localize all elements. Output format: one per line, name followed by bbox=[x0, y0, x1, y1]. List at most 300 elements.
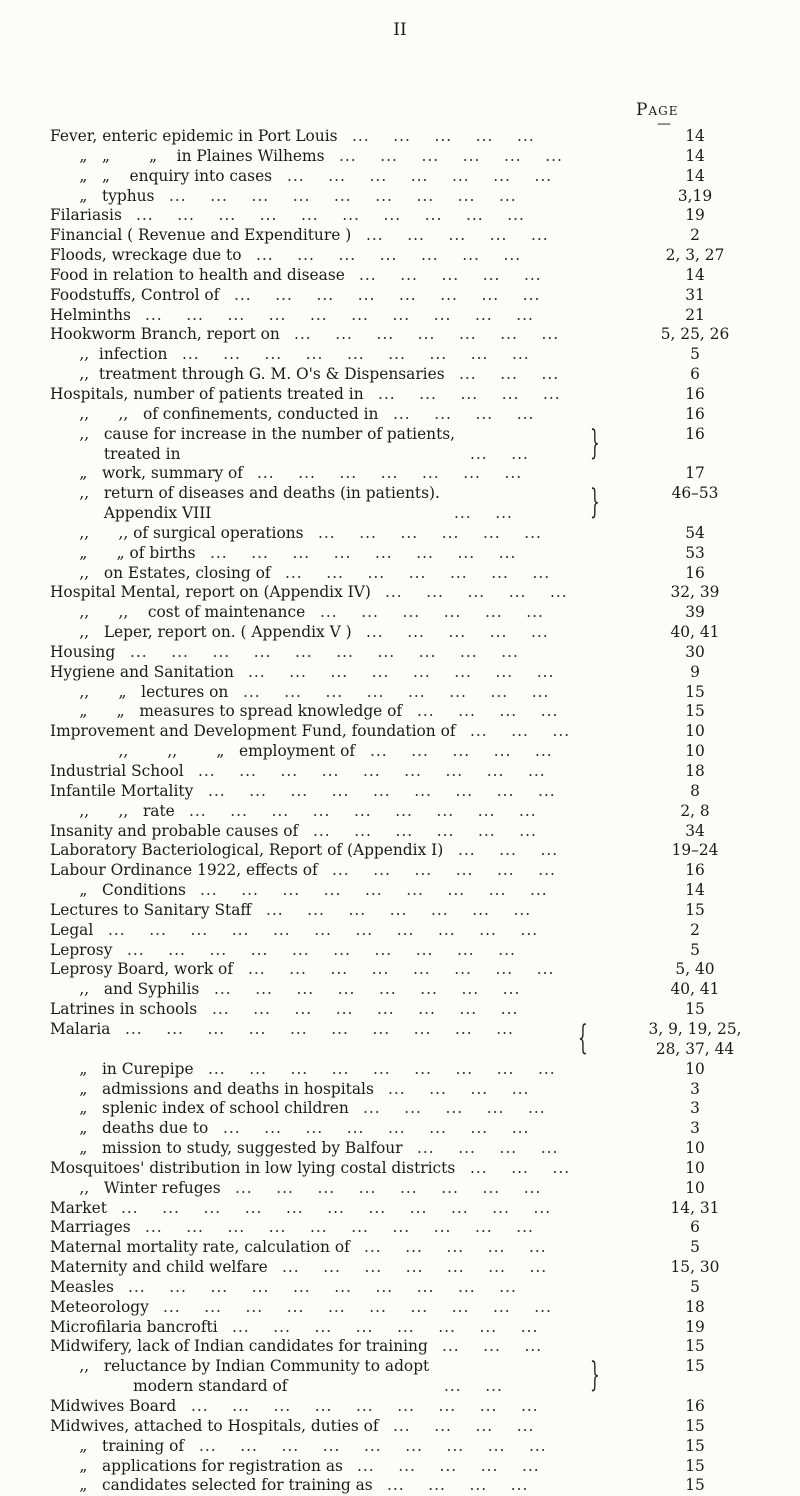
index-term-text: „ admissions and deaths in hospitals bbox=[50, 1079, 374, 1098]
index-entry bbox=[50, 1218, 770, 1238]
index-term-text: Microfilaria bancrofti bbox=[50, 1317, 218, 1336]
index-entry bbox=[50, 405, 770, 425]
index-page-ref: 15 bbox=[685, 1456, 705, 1475]
index-term-text: ,, ,, of surgical operations bbox=[50, 523, 304, 542]
index-term-text: ,, ,, „ employment of bbox=[50, 742, 356, 761]
index-term-text: „ deaths due to bbox=[50, 1119, 209, 1138]
index-term bbox=[50, 960, 233, 980]
index-term-text: ,, cause for increase in the number of patients, bbox=[50, 424, 456, 443]
index-entry bbox=[50, 1476, 770, 1496]
index-entry bbox=[50, 1099, 770, 1119]
index-entry bbox=[50, 127, 770, 147]
index-term-text: „ Conditions bbox=[50, 881, 186, 900]
index-term-continuation: modern standard of bbox=[50, 1377, 288, 1396]
index-entry bbox=[50, 583, 770, 603]
index-entry bbox=[50, 1357, 770, 1397]
index-page-ref: 3 bbox=[690, 1119, 700, 1138]
page-column-header: Page bbox=[636, 100, 679, 120]
index-term-text: Financial ( Revenue and Expenditure ) bbox=[50, 226, 352, 245]
index-term-text: Mosquitoes' distribution in low lying costal districts bbox=[50, 1158, 456, 1177]
index-page-ref: 3, 9, 19, 25, 28, 37, 44 bbox=[648, 1019, 742, 1058]
leader-dots: ... ... ... ... ... ... bbox=[318, 523, 542, 542]
index-entry bbox=[50, 325, 770, 345]
leader-dots: ... ... ... ... ... ... ... ... ... bbox=[208, 1059, 556, 1078]
leader-dots: ... ... ... ... ... bbox=[366, 623, 549, 642]
leader-dots: ... ... ... ... bbox=[387, 1476, 529, 1495]
index-page-ref: 17 bbox=[685, 464, 705, 483]
leader-dots: ... ... ... bbox=[459, 365, 560, 384]
index-entry bbox=[50, 1298, 770, 1318]
index-term-text: Foodstuffs, Control of bbox=[50, 285, 220, 304]
leader-dots: ... ... ... bbox=[470, 1158, 571, 1177]
index-entry bbox=[50, 1318, 770, 1338]
leader-dots: ... ... ... ... ... bbox=[366, 226, 549, 245]
index-term-text: Helminths bbox=[50, 305, 131, 324]
index-term-text: Housing bbox=[50, 642, 116, 661]
index-term-text: „ mission to study, suggested by Balfour bbox=[50, 1139, 403, 1158]
leader-dots: ... ... ... ... ... ... ... ... ... bbox=[189, 801, 537, 820]
index-page-ref: 6 bbox=[690, 1218, 700, 1237]
index-term bbox=[50, 1397, 176, 1417]
index-entry bbox=[50, 306, 770, 326]
index-term-text: ,, and Syphilis bbox=[50, 980, 200, 999]
index-term bbox=[50, 1080, 374, 1100]
index-entry bbox=[50, 187, 770, 207]
leader-dots: ... ... ... ... ... ... ... ... bbox=[214, 980, 521, 999]
index-term-text: ,, ,, of confinements, conducted in bbox=[50, 404, 379, 423]
index-term-text: Measles bbox=[50, 1277, 114, 1296]
index-page-ref: 6 bbox=[690, 365, 700, 384]
index-entry bbox=[50, 464, 770, 484]
leader-dots: ... ... ... ... ... ... ... ... bbox=[248, 960, 555, 979]
index-entry bbox=[50, 941, 770, 961]
index-entry bbox=[50, 524, 770, 544]
index-term bbox=[50, 603, 305, 623]
page-column-dash: — bbox=[657, 116, 671, 132]
index-entry bbox=[50, 643, 770, 663]
index-term bbox=[50, 1199, 107, 1219]
index-page-ref: 5 bbox=[690, 1277, 700, 1296]
leader-dots: ... ... ... ... ... ... ... bbox=[256, 246, 522, 265]
index-term bbox=[50, 187, 154, 207]
index-term bbox=[50, 484, 440, 524]
index-term bbox=[50, 1099, 349, 1119]
index-page-ref: 40, 41 bbox=[670, 623, 720, 642]
leader-dots: ... ... ... ... bbox=[417, 1139, 559, 1158]
index-term bbox=[50, 345, 167, 365]
index-entry bbox=[50, 246, 770, 266]
index-term-text: „ work, summary of bbox=[50, 464, 243, 483]
index-entry bbox=[50, 365, 770, 385]
index-term-text: Insanity and probable causes of bbox=[50, 821, 299, 840]
index-entry bbox=[50, 861, 770, 881]
brace-mark: } bbox=[590, 482, 600, 523]
index-term-text: Fever, enteric epidemic in Port Louis bbox=[50, 127, 338, 145]
index-term-text: Leprosy Board, work of bbox=[50, 960, 234, 979]
index-page-ref: 15 bbox=[685, 1000, 705, 1019]
leader-dots: ... ... bbox=[470, 444, 529, 463]
leader-dots: ... ... ... ... ... ... ... ... ... ... ... bbox=[121, 1198, 552, 1217]
leader-dots: ... ... ... ... ... ... ... ... ... ... bbox=[125, 1019, 514, 1038]
index-entry bbox=[50, 1179, 770, 1199]
index-term bbox=[50, 762, 184, 782]
index-term bbox=[50, 405, 378, 425]
index-entry bbox=[50, 422, 770, 465]
leader-dots: ... ... ... ... ... ... bbox=[320, 603, 544, 622]
index-page-ref: 32, 39 bbox=[670, 583, 720, 602]
index-page-ref: 18 bbox=[685, 762, 705, 780]
index-term-text: Maternity and child welfare bbox=[50, 1258, 268, 1277]
index-page-ref: 14 bbox=[685, 127, 705, 145]
index-page-ref: 5 bbox=[690, 345, 700, 364]
leader-dots: ... ... ... ... ... bbox=[352, 127, 535, 145]
index-term bbox=[50, 127, 338, 147]
index-page-ref: 19–24 bbox=[671, 841, 719, 860]
leader-dots: ... ... ... ... ... bbox=[370, 742, 553, 761]
index-term bbox=[50, 742, 355, 762]
index-term bbox=[50, 246, 242, 266]
index-entry bbox=[50, 345, 770, 365]
index-entry bbox=[50, 206, 770, 226]
index-term-text: ,, Leper, report on. ( Appendix V ) bbox=[50, 623, 352, 642]
index-page-ref: 40, 41 bbox=[670, 980, 720, 999]
index-entry bbox=[50, 1397, 770, 1417]
index-term bbox=[50, 702, 402, 722]
index-term bbox=[50, 782, 193, 802]
index-page-ref: 54 bbox=[685, 523, 705, 542]
index-page-ref: 10 bbox=[685, 1139, 705, 1158]
leader-dots: ... ... bbox=[454, 504, 513, 523]
index-term-text: Leprosy bbox=[50, 940, 113, 959]
index-page-ref: 5 bbox=[690, 940, 700, 959]
index-term-text: Filariasis bbox=[50, 206, 122, 225]
index-page-ref: 15 bbox=[685, 702, 705, 721]
index-term-continuation: treated in bbox=[50, 444, 181, 463]
index-term bbox=[50, 286, 219, 306]
index-page-ref: 14 bbox=[685, 881, 705, 900]
index-page-ref: 31 bbox=[685, 285, 705, 304]
index-term bbox=[50, 167, 272, 187]
leader-dots: ... ... ... ... ... ... bbox=[313, 821, 537, 840]
index-term-text: Hospital Mental, report on (Appendix IV) bbox=[50, 583, 371, 602]
index-entry bbox=[50, 1139, 770, 1159]
index-term-text: ,, on Estates, closing of bbox=[50, 563, 271, 582]
index-page-ref: 2 bbox=[690, 226, 700, 245]
index-term bbox=[50, 544, 196, 564]
index-entry bbox=[50, 167, 770, 187]
index-term bbox=[50, 1159, 455, 1179]
index-term bbox=[50, 623, 352, 643]
leader-dots: ... ... ... ... ... bbox=[357, 1456, 540, 1475]
index-page-ref: 19 bbox=[685, 206, 705, 225]
index-entry bbox=[50, 1417, 770, 1437]
index-term-continuation: Appendix VIII bbox=[50, 504, 212, 523]
index-entry bbox=[50, 1278, 770, 1298]
leader-dots: ... ... ... ... ... ... ... ... bbox=[223, 1119, 530, 1138]
leader-dots: ... ... ... ... ... ... ... ... ... bbox=[191, 1397, 539, 1415]
index-page-ref: 15 bbox=[685, 1357, 705, 1376]
index-term bbox=[50, 1457, 343, 1477]
index-term-text: Hookworm Branch, report on bbox=[50, 325, 280, 344]
index-term bbox=[50, 941, 112, 961]
leader-dots: ... ... ... ... ... ... ... bbox=[287, 166, 553, 185]
leader-dots: ... ... ... ... ... ... ... ... ... ... bbox=[136, 206, 525, 225]
index-term-text: Floods, wreckage due to bbox=[50, 246, 242, 265]
index-term bbox=[50, 1060, 194, 1080]
index-term-text: Midwives Board bbox=[50, 1397, 177, 1415]
index-term bbox=[50, 1476, 373, 1496]
index-term bbox=[50, 1139, 403, 1159]
index-term bbox=[50, 643, 115, 663]
index-page-ref: 3 bbox=[690, 1079, 700, 1098]
index-page-ref: 2 bbox=[690, 920, 700, 939]
leader-dots: ... ... ... bbox=[470, 722, 571, 741]
index-page-ref: 46–53 bbox=[671, 484, 719, 503]
index-term bbox=[50, 464, 243, 484]
index-entry bbox=[50, 802, 770, 822]
index-term bbox=[50, 722, 456, 742]
leader-dots: ... ... ... ... ... ... bbox=[339, 146, 563, 165]
leader-dots: ... ... ... ... ... ... ... ... ... ... bbox=[127, 940, 516, 959]
index-term-text: Food in relation to health and disease bbox=[50, 265, 345, 284]
index-term bbox=[50, 226, 351, 246]
index-entry bbox=[50, 226, 770, 246]
index-page-ref: 14 bbox=[685, 265, 705, 284]
index-entry bbox=[50, 822, 770, 842]
index-term bbox=[50, 583, 371, 603]
index-page-ref: 39 bbox=[685, 603, 705, 622]
index-page-ref: 2, 8 bbox=[680, 801, 710, 820]
index-term-text: Latrines in schools bbox=[50, 1000, 198, 1019]
index-page-ref: 10 bbox=[685, 1158, 705, 1177]
index-term-text: Hygiene and Sanitation bbox=[50, 662, 234, 681]
index-term bbox=[50, 1278, 114, 1298]
leader-dots: ... ... ... ... ... ... ... ... bbox=[234, 285, 541, 304]
index-term bbox=[50, 1119, 208, 1139]
index-term-text: Industrial School bbox=[50, 762, 184, 780]
index-term-text: ,, infection bbox=[50, 345, 168, 364]
index-page-ref: 15 bbox=[685, 1436, 705, 1455]
leader-dots: ... ... ... ... bbox=[417, 702, 559, 721]
index-term-text: „ typhus bbox=[50, 186, 155, 205]
index-term bbox=[50, 1000, 197, 1020]
index-term-text: Marriages bbox=[50, 1218, 131, 1237]
index-entry bbox=[50, 1238, 770, 1258]
index-term bbox=[50, 365, 445, 385]
index-entry bbox=[50, 980, 770, 1000]
index-term bbox=[50, 921, 93, 941]
index-page-ref: 16 bbox=[685, 384, 705, 403]
index-term-text: Legal bbox=[50, 920, 94, 939]
index-term bbox=[50, 802, 175, 822]
index-page-ref: 16 bbox=[685, 404, 705, 423]
leader-dots: ... ... ... ... ... ... ... bbox=[257, 464, 523, 483]
index-page-ref: 16 bbox=[685, 563, 705, 582]
index-term bbox=[50, 663, 234, 683]
leader-dots: ... ... ... ... ... ... ... ... ... bbox=[200, 881, 548, 900]
index-page-ref: 16 bbox=[685, 861, 705, 880]
index-page-ref: 5 bbox=[690, 1238, 700, 1257]
leader-dots: ... ... ... ... ... bbox=[359, 265, 542, 284]
index-term-text: Laboratory Bacteriological, Report of (Appendix I) bbox=[50, 841, 444, 860]
index-page-ref: 15 bbox=[685, 1416, 705, 1435]
index-term-text: Midwifery, lack of Indian candidates for training bbox=[50, 1337, 428, 1356]
index-term bbox=[50, 564, 271, 584]
index-page-ref: 15 bbox=[685, 900, 705, 919]
index-list bbox=[50, 127, 770, 1496]
leader-dots: ... ... ... ... ... ... ... ... bbox=[232, 1317, 539, 1336]
index-page-ref: 21 bbox=[685, 305, 705, 324]
index-term-text: Market bbox=[50, 1198, 107, 1217]
index-term-text: „ in Curepipe bbox=[50, 1059, 194, 1078]
index-term bbox=[50, 147, 324, 167]
leader-dots: ... ... ... ... ... bbox=[378, 384, 561, 403]
leader-dots: ... ... ... ... ... ... ... ... ... bbox=[182, 345, 530, 364]
leader-dots: ... ... ... ... ... ... ... ... ... bbox=[208, 781, 556, 800]
index-term-text: Maternal mortality rate, calculation of bbox=[50, 1238, 350, 1257]
index-page-ref: 15 bbox=[685, 1476, 705, 1495]
index-entry bbox=[50, 147, 770, 167]
index-entry bbox=[50, 544, 770, 564]
leader-dots: ... ... ... ... ... bbox=[385, 583, 568, 602]
leader-dots: ... ... ... ... ... ... ... ... bbox=[210, 543, 517, 562]
leader-dots: ... ... ... ... ... bbox=[363, 1099, 546, 1118]
index-term bbox=[50, 841, 443, 861]
index-term-text: „ training of bbox=[50, 1436, 185, 1455]
leader-dots: ... ... ... ... ... ... ... ... ... ... ... bbox=[108, 920, 539, 939]
index-term bbox=[50, 266, 345, 286]
index-page-ref: 15 bbox=[685, 1337, 705, 1356]
leader-dots: ... ... ... ... bbox=[388, 1079, 530, 1098]
index-entry bbox=[50, 1119, 770, 1139]
index-term bbox=[50, 1357, 429, 1397]
leader-dots: ... ... ... ... ... ... bbox=[332, 861, 556, 880]
index-page-ref: 8 bbox=[690, 781, 700, 800]
leader-dots: ... ... ... ... ... ... ... ... ... bbox=[198, 762, 546, 780]
leader-dots: ... ... ... ... bbox=[393, 404, 535, 423]
index-page-ref: 15 bbox=[685, 682, 705, 701]
index-term-text: „ „ of births bbox=[50, 543, 196, 562]
leader-dots: ... ... ... ... ... ... ... bbox=[285, 563, 551, 582]
index-page-ref: 10 bbox=[685, 742, 705, 761]
index-entry bbox=[50, 623, 770, 643]
index-term-text: ,, ,, rate bbox=[50, 801, 175, 820]
index-term-text: ,, ,, cost of maintenance bbox=[50, 603, 306, 622]
index-term bbox=[50, 1020, 111, 1040]
leader-dots: ... ... ... ... ... ... ... ... ... ... bbox=[163, 1297, 552, 1316]
index-term-text: Malaria bbox=[50, 1019, 111, 1038]
brace-mark: { bbox=[578, 1017, 588, 1058]
index-page-ref: 15, 30 bbox=[670, 1258, 720, 1277]
index-entry bbox=[50, 1437, 770, 1457]
index-entry bbox=[50, 683, 770, 703]
leader-dots: ... ... bbox=[444, 1377, 503, 1396]
index-term-text: Improvement and Development Fund, foundation of bbox=[50, 722, 456, 741]
index-term bbox=[50, 325, 280, 345]
index-page-ref: 16 bbox=[685, 424, 705, 443]
index-page-ref: 18 bbox=[685, 1297, 705, 1316]
index-entry bbox=[50, 1060, 770, 1080]
index-term bbox=[50, 683, 228, 703]
leader-dots: ... ... ... ... ... ... ... ... ... ... bbox=[145, 305, 534, 324]
index-term-text: „ splenic index of school children bbox=[50, 1099, 349, 1118]
index-term-text: „ applications for registration as bbox=[50, 1456, 343, 1475]
index-page-ref: 9 bbox=[690, 662, 700, 681]
index-entry bbox=[50, 921, 770, 941]
index-term bbox=[50, 1337, 428, 1357]
index-term bbox=[50, 1238, 350, 1258]
index-page-ref: 10 bbox=[685, 1059, 705, 1078]
index-entry bbox=[50, 1199, 770, 1219]
leader-dots: ... ... ... bbox=[458, 841, 559, 860]
leader-dots: ... ... ... ... ... ... ... ... ... bbox=[169, 186, 517, 205]
index-entry bbox=[50, 385, 770, 405]
index-term-text: Infantile Mortality bbox=[50, 781, 194, 800]
index-page-ref: 16 bbox=[685, 1397, 705, 1415]
index-entry bbox=[50, 603, 770, 623]
brace-mark: } bbox=[590, 422, 600, 463]
index-entry bbox=[50, 742, 770, 762]
index-term-text: „ candidates selected for training as bbox=[50, 1476, 373, 1495]
index-term bbox=[50, 822, 298, 842]
index-term bbox=[50, 425, 455, 465]
index-term-text: ,, return of diseases and deaths (in patients). bbox=[50, 484, 440, 503]
leader-dots: ... ... ... bbox=[442, 1337, 543, 1356]
index-page-ref: 2, 3, 27 bbox=[665, 246, 725, 265]
index-term-text: Hospitals, number of patients treated in bbox=[50, 384, 364, 403]
index-entry bbox=[50, 1080, 770, 1100]
index-entry bbox=[50, 1159, 770, 1179]
index-entry bbox=[50, 881, 770, 901]
index-entry bbox=[50, 484, 770, 524]
index-term bbox=[50, 1258, 268, 1278]
index-term bbox=[50, 206, 122, 226]
index-term-text: ,, Winter refuges bbox=[50, 1178, 221, 1197]
index-entry bbox=[50, 702, 770, 722]
index-entry bbox=[50, 564, 770, 584]
index-term-text: ,, reluctance by Indian Community to adopt bbox=[50, 1357, 430, 1376]
leader-dots: ... ... ... ... ... ... ... ... ... ... bbox=[145, 1218, 534, 1237]
index-term-text: „ „ „ in Plaines Wilhems bbox=[50, 146, 325, 165]
index-entry bbox=[50, 782, 770, 802]
leader-dots: ... ... ... ... ... ... ... bbox=[266, 900, 532, 919]
index-term bbox=[50, 980, 199, 1000]
index-page-ref: 10 bbox=[685, 722, 705, 741]
index-term bbox=[50, 306, 131, 326]
index-entry bbox=[50, 722, 770, 742]
leader-dots: ... ... ... ... ... ... ... bbox=[294, 325, 560, 344]
index-entry bbox=[50, 286, 770, 306]
index-term bbox=[50, 1298, 149, 1318]
index-page-ref: 30 bbox=[685, 642, 705, 661]
index-entry bbox=[50, 1337, 770, 1357]
index-term-text: „ „ measures to spread knowledge of bbox=[50, 702, 403, 721]
index-entry bbox=[50, 762, 770, 782]
leader-dots: ... ... ... ... ... ... ... ... ... ... bbox=[128, 1277, 517, 1296]
index-page-ref: 14 bbox=[685, 146, 705, 165]
leader-dots: ... ... ... ... ... ... ... ... bbox=[235, 1178, 542, 1197]
index-page-ref: 19 bbox=[685, 1317, 705, 1336]
leader-dots: ... ... ... ... ... ... ... ... bbox=[248, 662, 555, 681]
index-term bbox=[50, 1318, 218, 1338]
brace-mark: } bbox=[590, 1355, 600, 1396]
index-term bbox=[50, 1218, 131, 1238]
index-page-ref: 3 bbox=[690, 1099, 700, 1118]
index-page-ref: 53 bbox=[685, 543, 705, 562]
index-entry bbox=[50, 1258, 770, 1278]
index-page-ref: 5, 25, 26 bbox=[660, 325, 730, 344]
index-term bbox=[50, 861, 318, 881]
